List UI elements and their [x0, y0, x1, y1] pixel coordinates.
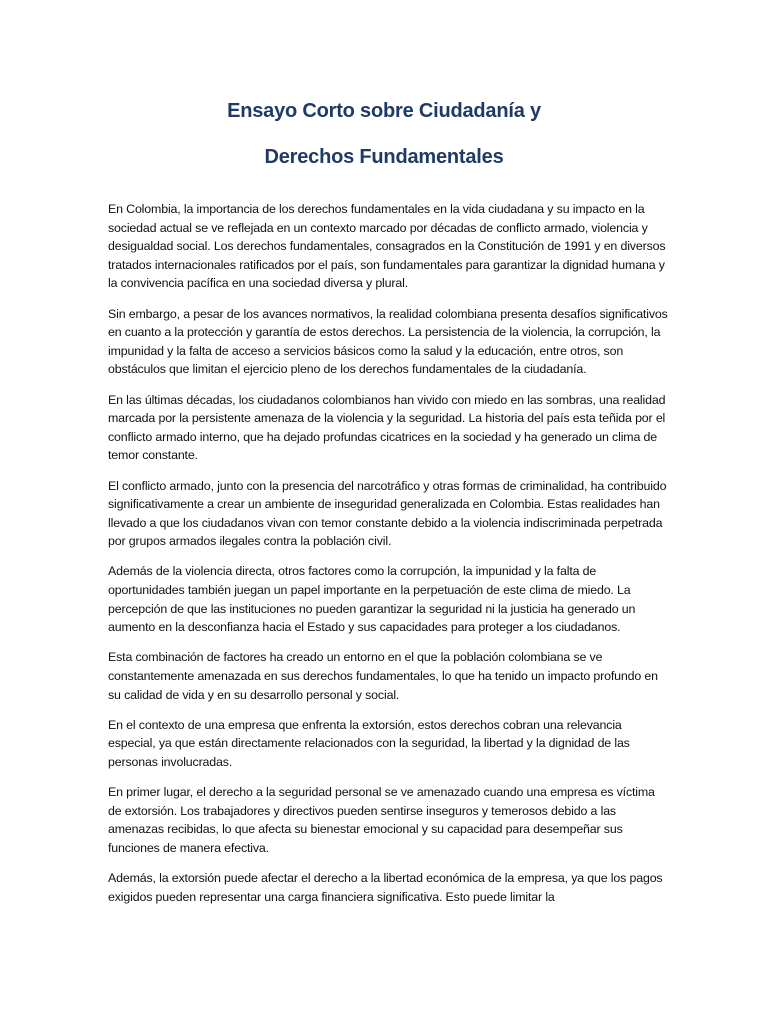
paragraph: Esta combinación de factores ha creado un entorno en el que la población colombiana se ve constantemente amenazada en sus derechos fundamentales, lo que ha tenido un impacto profundo en su calidad de vida y en su desarrollo personal y social.: [108, 650, 658, 702]
title-line-1: Ensayo Corto sobre Ciudadanía y: [227, 100, 541, 122]
paragraph: Además de la violencia directa, otros factores como la corrupción, la impunidad y la falta de oportunidades también juegan un papel importante en la perpetuación de este clima de miedo. La percepción de que las instituciones no pueden garantizar la seguridad ni la justicia ha generado un aumento en la desconfianza hacia el Estado y sus capacidades para proteger a los ciudadanos.: [108, 564, 636, 635]
title-line-2: Derechos Fundamentales: [264, 146, 504, 168]
paragraph: Además, la extorsión puede afectar el derecho a la libertad económica de la empresa, ya que los pagos exigidos pueden representar una carga financiera significativa. Esto puede limitar la: [108, 871, 663, 904]
paragraph: En Colombia, la importancia de los derechos fundamentales en la vida ciudadana y su impacto en la sociedad actual se ve reflejada en un contexto marcado por décadas de conflicto armado, violencia y desigualdad social. Los derechos fundamentales, consagrados en la Constitución de 1991 y en diversos tratados internacionales ratificados por el país, son fundamentales para garantizar la dignidad humana y la convivencia pacífica en una sociedad diversa y plural.: [108, 202, 666, 291]
paragraph: En las últimas décadas, los ciudadanos colombianos han vivido con miedo en las sombras, una realidad marcada por la persistente amenaza de la violencia y la seguridad. La historia del país esta teñida por el conflicto armado interno, que ha dejado profundas cicatrices en la sociedad y ha generado un clima de temor constante.: [108, 392, 666, 463]
paragraph: El conflicto armado, junto con la presencia del narcotráfico y otras formas de criminalidad, ha contribuido significativamente a crear un ambiente de inseguridad generalizada en Colombia. Estas realidades han llevado a que los ciudadanos vivan con temor constante debido a la violencia indiscriminada perpetrada por grupos armados ilegales contra la población civil.: [108, 478, 667, 549]
paragraph: En primer lugar, el derecho a la seguridad personal se ve amenazado cuando una empresa es víctima de extorsión. Los trabajadores y directivos pueden sentirse inseguros y temerosos debido a las amenazas recibidas, lo que afecta su bienestar emocional y su capacidad para desempeñar sus funciones de manera efectiva.: [108, 785, 655, 855]
paragraph: Sin embargo, a pesar de los avances normativos, la realidad colombiana presenta desafíos significativos en cuanto a la protección y garantía de estos derechos. La persistencia de la violencia, la corrupción, la impunidad y la falta de acceso a servicios básicos como la salud y la educación, entre otros, son obstáculos que limitan el ejercicio pleno de los derechos fundamentales de la ciudadanía.: [108, 306, 668, 377]
paragraph: En el contexto de una empresa que enfrenta la extorsión, estos derechos cobran una relevancia especial, ya que están directamente relacionados con la seguridad, la libertad y la dignidad de las personas involucradas.: [108, 717, 630, 769]
document-body: [108, 200, 670, 918]
document-title: [0, 88, 768, 180]
